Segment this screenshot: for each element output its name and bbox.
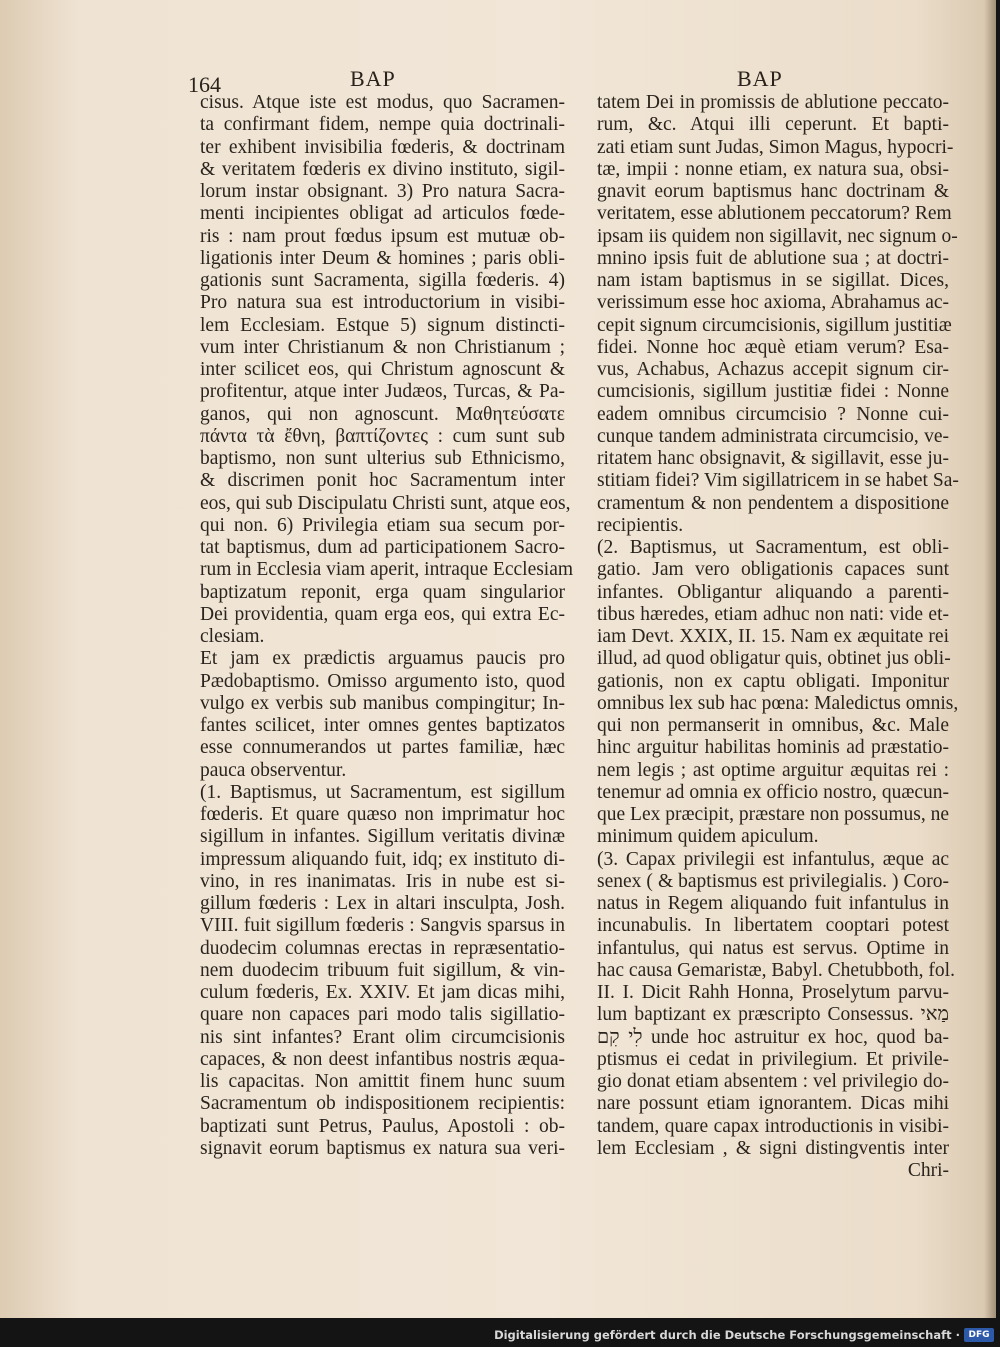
- text-line: VIII. fuit sigillum fœderis : Sangvis sparsus in: [200, 915, 565, 937]
- text-line: ritatem hanc obsignavit, & sigillavit, esse ju-: [597, 448, 949, 469]
- text-line: pauca observentur.: [200, 759, 347, 781]
- text-line: lem Ecclesiam. Estque 5) signum distincti-: [200, 314, 565, 336]
- text-line: illud, ad quod obligatur quis, obtinet jus obli-: [597, 648, 951, 670]
- digitization-footer: [0, 1326, 1000, 1347]
- text-line: nem duodecim tribuum fuit sigillum, & vin-: [200, 959, 565, 981]
- page-edge-shadow: [984, 0, 996, 1318]
- text-line: qui non. 6) Privilegia etiam sua secum por-: [200, 514, 565, 536]
- text-line: vino, in res inanimatas. Iris in nube est si-: [200, 870, 565, 892]
- text-line: fantes scilicet, inter omnes gentes baptizatos: [200, 715, 565, 736]
- text-line: cramentum & non pendentem a dispositione: [597, 492, 949, 514]
- running-head-right: BAP: [737, 66, 783, 91]
- text-line: gillum fœderis : Lex in altari insculpta, Josh.: [200, 893, 565, 914]
- text-line: minimum quidem apiculum.: [597, 826, 819, 848]
- text-line: cunque tandem administrata circumcisio, ve-: [597, 425, 949, 447]
- text-line: verissimum esse hoc axioma, Abrahamus ac-: [597, 292, 949, 314]
- text-line: ptismus ei cedat in privilegium. Et privile-: [597, 1048, 949, 1070]
- text-line: Chri-: [907, 1160, 949, 1181]
- text-line: gatio. Jam vero obligationis capaces sunt: [597, 559, 949, 581]
- footer-credit: Digitalisierung gefördert durch die Deutsche Forschungsgemeinschaft ·: [494, 1328, 960, 1342]
- text-line: duodecim columnas erectas in repræsentatio-: [200, 937, 565, 959]
- text-line: gationis sunt Sacramenta, sigilla fœderis. 4): [200, 270, 565, 291]
- text-line: lem Ecclesiam , & signi distingventis inter: [597, 1137, 949, 1159]
- text-line: iam Devt. XXIX, II. 15. Nam ex æquitate rei: [597, 626, 949, 647]
- text-line: tandem, quare capax introductionis in visibi-: [597, 1115, 949, 1137]
- text-line: fœderis. Et quare quæso non imprimatur hoc: [200, 804, 565, 825]
- text-line: veritatem, esse ablutionem peccatorum? Rem: [597, 203, 952, 225]
- text-line: fidei. Nonne hoc æquè etiam verum? Esa-: [597, 336, 949, 358]
- text-line: incunabulis. In libertatem cooptari potest: [597, 915, 949, 937]
- text-line: culum fœderis, Ex. XXIV. Et jam dicas mihi,: [200, 982, 565, 1003]
- text-line: impressum aliquando fuit, idq; ex instituto di-: [200, 848, 565, 870]
- text-column-right: [597, 92, 959, 1182]
- text-line: πάντα τὰ ἔθνη, βαπτίζοντες : cum sunt sub: [200, 425, 565, 447]
- text-line: senex ( & baptismus est privilegialis. ) Coro-: [597, 870, 949, 892]
- text-line: Pædobaptismo. Omisso argumento isto, quod: [200, 670, 565, 692]
- text-line: inter scilicet eos, qui Christum agnoscunt &: [200, 359, 565, 380]
- text-line: tæ, impii : nonne etiam, ex natura sua, obsi-: [597, 158, 949, 180]
- text-line: ganos, qui non agnoscunt. Μαθητεύσατε: [200, 403, 565, 425]
- text-line: ipsam iis quidem non sigillavit, nec signum o-: [597, 225, 958, 247]
- text-line: rum in Ecclesia viam aperit, intraque Ecclesiam: [200, 559, 574, 581]
- text-line: lis capacitas. Non amittit finem hunc suum: [200, 1071, 565, 1092]
- text-line: profitentur, atque inter Judæos, Turcas, & Pa-: [200, 381, 565, 403]
- running-head-left: BAP: [350, 66, 396, 91]
- text-line: ter exhibent invisibilia fœderis, & doctrinam: [200, 136, 565, 158]
- text-line: ligationis inter Deum & homines ; paris obli-: [200, 247, 565, 269]
- text-line: sigillum in infantes. Sigillum veritatis divinæ: [200, 826, 565, 848]
- text-line: & discrimen ponit hoc Sacramentum inter: [200, 470, 565, 492]
- text-line: Pro natura sua est introductorium in visibi-: [200, 292, 565, 314]
- text-line: tibus hæredes, etiam adhuc non nati: vide et-: [597, 603, 949, 625]
- text-line: nem legis ; ast optime arguitur æquitas rei :: [597, 759, 949, 781]
- text-line: qui non permanserit in omnibus, &c. Male: [597, 715, 949, 736]
- text-line: eos, qui sub Discipulatu Christi sunt, atque eos,: [200, 492, 571, 514]
- text-line: nare possunt etiam ignorantem. Dicas mihi: [597, 1093, 949, 1115]
- text-line: rum, &c. Atqui illi ceperunt. Et bapti-: [597, 114, 949, 136]
- text-line: Sacramentum ob indispositionem recipientis:: [200, 1093, 565, 1115]
- text-line: esse connumerandos ut partes familiæ, hæc: [200, 737, 565, 759]
- text-line: capaces, & non deest infantibus nostris æqua-: [200, 1048, 565, 1070]
- text-line: lum baptizant ex præscripto Consessus. מַאי: [597, 1004, 949, 1026]
- text-line: tatem Dei in promissis de ablutione peccato-: [597, 92, 949, 113]
- dfg-logo: DFG: [964, 1328, 994, 1342]
- text-line: que Lex præcipit, præstare non possumus, ne: [597, 804, 950, 825]
- text-line: nis sint infantes? Erant olim circumcisionis: [200, 1026, 565, 1048]
- text-line: vulgo ex verbis sub manibus compingitur; In-: [200, 692, 565, 714]
- text-line: infantes. Obligantur aliquando a parenti-: [597, 581, 949, 603]
- text-line: Dei providentia, quam erga eos, qui extra Ec-: [200, 603, 565, 625]
- text-line: quare non capaces pari modo talis sigillatio-: [200, 1004, 565, 1026]
- page-number: 164: [188, 72, 221, 97]
- text-line: cumcisionis, sigillum justitiæ fidei : Nonne: [597, 381, 949, 403]
- text-line: tenemur ad omnia ex officio nostro, quæcun-: [597, 781, 949, 803]
- text-line: (3. Capax privilegii est infantulus, æque ac: [597, 848, 949, 870]
- text-line: ris : nam prout fœdus ipsum est mutuæ ob-: [200, 225, 565, 247]
- text-line: cepit signum circumcisionis, sigillum justitiæ: [597, 314, 952, 336]
- text-line: Et jam ex prædictis arguamus paucis pro: [200, 648, 565, 670]
- text-line: omnibus lex sub hac pœna: Maledictus omnis,: [597, 692, 959, 714]
- text-line: infantulus, qui natus est servus. Optime in: [597, 937, 949, 959]
- text-line: nam istam baptismus in se sigillat. Dices,: [597, 270, 949, 291]
- text-line: baptizatum reponit, erga quam singularior: [200, 581, 565, 603]
- text-line: (2. Baptismus, ut Sacramentum, est obli-: [597, 537, 949, 558]
- text-column-left: [200, 92, 574, 1160]
- text-line: tat baptismus, dum ad participationem Sacro-: [200, 537, 565, 558]
- text-line: baptizati sunt Petrus, Paulus, Apostoli : ob-: [200, 1115, 565, 1137]
- text-line: & veritatem fœderis ex divino instituto, sigil-: [200, 158, 565, 180]
- text-line: gnavit eorum baptismus hanc doctrinam &: [597, 181, 949, 202]
- text-line: cisus. Atque iste est modus, quo Sacramen-: [200, 92, 565, 113]
- text-line: (1. Baptismus, ut Sacramentum, est sigillum: [200, 781, 565, 803]
- text-line: menti incipientes obligat ad articulos fœde-: [200, 203, 565, 225]
- text-line: baptismo, non sunt ulterius sub Ethnicismo,: [200, 448, 565, 469]
- text-line: zati etiam sunt Judas, Simon Magus, hypocri-: [597, 136, 954, 158]
- text-line: vus, Achabus, Achazus accepit signum cir-: [597, 359, 949, 380]
- text-line: vum inter Christianum & non Christianum ;: [200, 336, 565, 358]
- text-line: natus in Regem aliquando fuit infantulus in: [597, 893, 949, 914]
- text-line: mnino ipsis fuit de ablutione sua ; at doctri-: [597, 247, 949, 269]
- text-line: ta confirmant fidem, nempe quia doctrinali-: [200, 114, 565, 136]
- text-line: gio donat etiam absentem : vel privilegio do-: [597, 1071, 949, 1092]
- text-line: signavit eorum baptismus ex natura sua veri-: [200, 1137, 565, 1159]
- text-line: II. I. Dicit Rahh Honna, Proselytum parvu-: [597, 982, 949, 1003]
- text-line: hinc arguitur habilitas hominis ad præstatio-: [597, 737, 949, 759]
- text-line: gationis, non ex captu obligati. Imponitur: [597, 670, 949, 692]
- text-line: stitiam fidei? Vim sigillatricem in se habet Sa-: [597, 470, 959, 492]
- text-line: לִי קִם unde hoc astruitur ex hoc, quod ba-: [597, 1026, 949, 1048]
- text-line: lorum instar obsignant. 3) Pro natura Sacra-: [200, 181, 565, 202]
- text-line: hac causa Gemaristæ, Babyl. Chetubboth, fol.: [597, 959, 955, 981]
- text-line: recipientis.: [597, 514, 684, 536]
- text-line: eadem omnibus circumcisio ? Nonne cui-: [597, 403, 949, 425]
- text-line: clesiam.: [200, 626, 265, 647]
